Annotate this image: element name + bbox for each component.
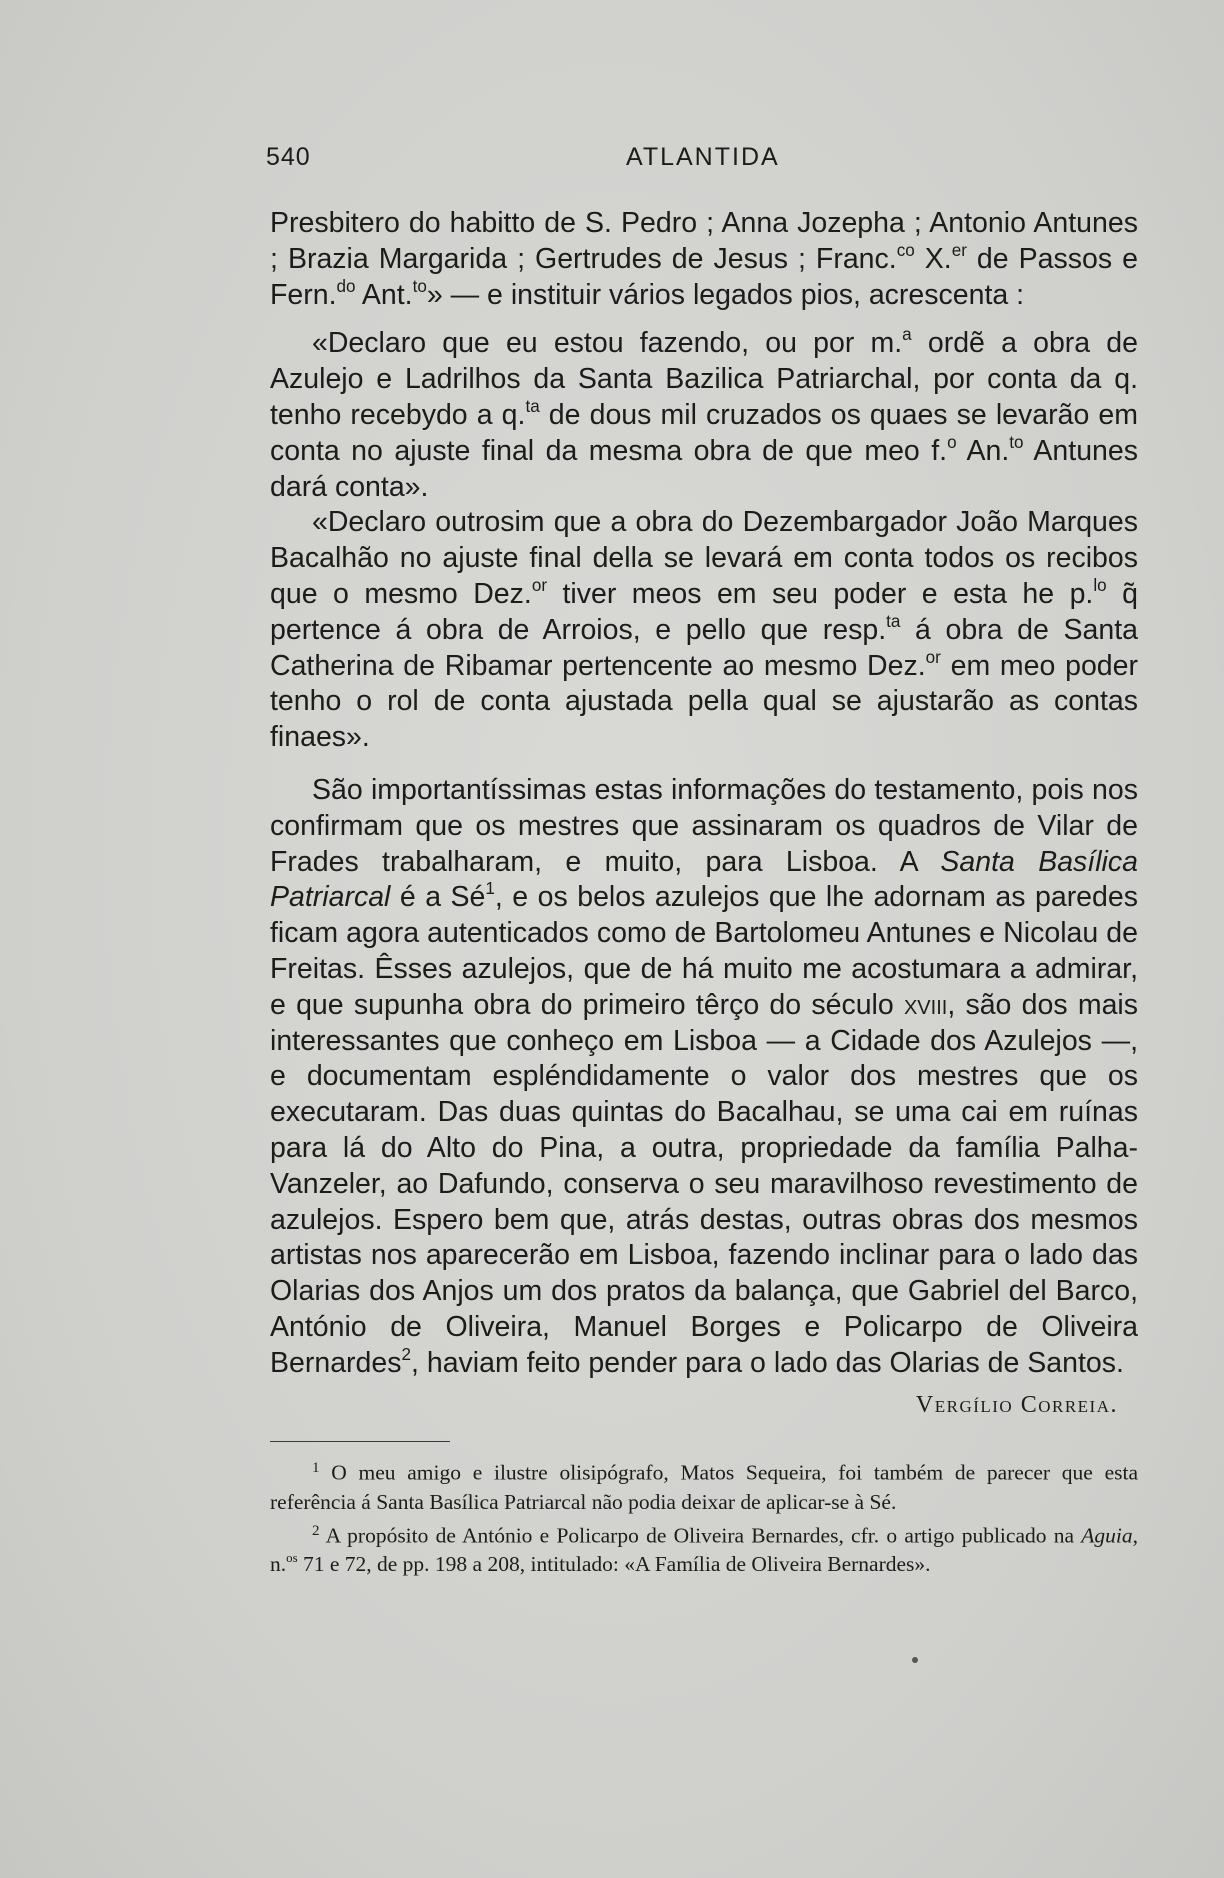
paragraph-heirs: Presbitero do habitto de S. Pedro ; Anna Jozepha ; Antonio Antunes ; Brazia Margarida ; Gertrudes de Jesus ; Franc.$^{co}$ X.$^{er}$ de Passos e Fern.$^{do}$ Ant.$^{to}$» — e instituir vários legados pios, acrescenta :: [270, 207, 1138, 311]
paragraph-commentary: São importantíssimas estas informações do testamento, pois nos confirmam que os mestres que assinaram os quadros de Vilar de Frades trabalharam, e muito, para Lisboa. A Santa Basílica Patriarcal é a $Sé^1$, e os belos azulejos que lhe adornam as paredes ficam agora autenticados como de Bartolomeu Antunes e Nicolau de Freitas. Êsses azulejos, que de há muito me acostumara a admirar, e que supunha obra do primeiro têrço do século xviii, são dos mais interessantes que conheço em Lisboa — a Cidade dos Azulejos —, e documentam espléndidamente o valor dos mestres que os executaram. Das duas quintas do Bacalhau, se uma cai em ruínas para lá do Alto do Pina, a outra, propriedade da família Palha-Vanzeler, ao Dafundo, conserva o seu maravilhoso revestimento de azulejos. Espero bem que, atrás destas, outras obras dos mesmos artistas nos aparecerão em Lisboa, fazendo inclinar para o lado das Olarias dos Anjos um dos pratos da balança, que Gabriel del Barco, António de Oliveira, Manuel Borges e Policarpo de Oliveira Bernardes$^2$, haviam feito pender para o lado das Olarias de Santos.: [270, 773, 1138, 1379]
page-number: 540: [266, 143, 311, 171]
century-numeral: xviii: [903, 988, 948, 1021]
footnote-divider: [270, 1441, 450, 1442]
author-signature: Vergílio Correia.: [915, 1391, 1118, 1418]
footnote-2: $^2$ A propósito de António e Policarpo de Oliveira Bernardes, cfr. o artigo publicado na Aguia, n.$^{os}$ 71 e 72, de pp. 198 a 208, intitulado: «A Família de Oliveira Bernardes».: [270, 1522, 1138, 1577]
body-text: [270, 206, 1138, 1579]
footnotes: [270, 1454, 1138, 1579]
page-header: [266, 143, 1118, 173]
quote-declaro-azulejo: «Declaro que eu estou fazendo, ou por m.$^a$ ordẽ a obra de Azulejo e Ladrilhos da Santa Bazilica Patriarchal, por conta da q. tenho recebydo a q.$^{ta}$ de dous mil cruzados os quaes se levarão em conta no ajuste final da mesma obra de que meo f.$^o$ An.$^{to}$ Antunes dará conta».: [270, 325, 1139, 503]
italic-aguia: Aguia: [1081, 1523, 1133, 1548]
footnote-ref-1: 1: [485, 879, 495, 899]
ink-speck: [912, 1657, 918, 1663]
running-title: ATLANTIDA: [626, 143, 780, 171]
italic-santa-basilica: Santa Basílica Patriarcal: [270, 845, 1138, 914]
quote-declaro-outrosim: «Declaro outrosim que a obra do Dezembargador João Marques Bacalhão no ajuste final della se levará em conta todos os recibos que o mesmo Dez.$^{or}$ tiver meos em seu poder e esta he p.$^{lo}$ q̃ pertence á obra de Arroios, e pello que resp.$^{ta}$ á obra de Santa Catherina de Ribamar pertencente ao mesmo Dez.$^{or}$ em meo poder tenho o rol de conta ajustada pella qual se ajustarão as contas finaes».: [270, 506, 1138, 754]
footnote-1: $^1$ O meu amigo e ilustre olisipógrafo, Matos Sequeira, foi também de parecer que esta referência á Santa Basílica Patriarcal não podia deixar de aplicar-se à Sé.: [270, 1460, 1138, 1514]
footnote-ref-2: 2: [401, 1344, 412, 1364]
